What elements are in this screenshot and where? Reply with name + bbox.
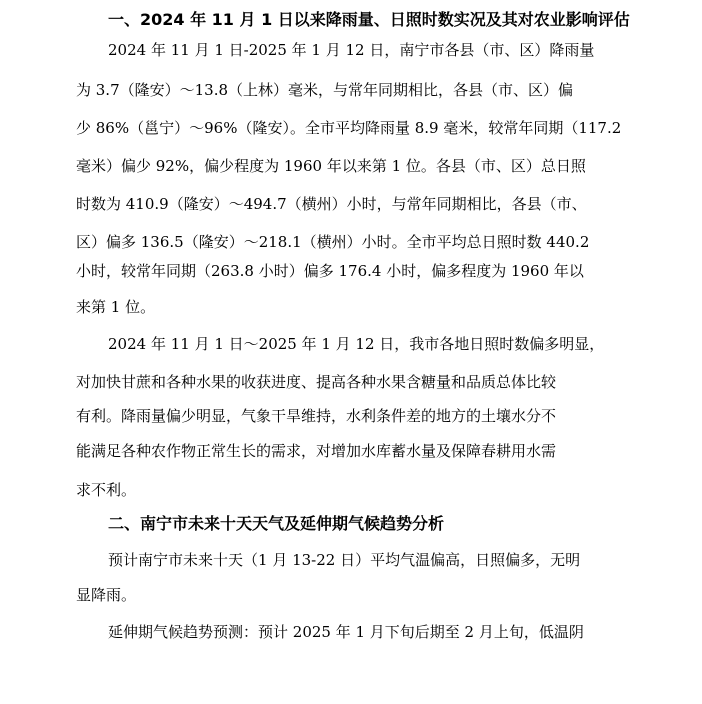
section1-para2-line: 2024 年 11 月 1 日～2025 年 1 月 12 日，我市各地日照时数偏多明显， bbox=[108, 335, 605, 353]
section1-para2-line: 能满足各种农作物正常生长的需求，对增加水库蓄水量及保障春耕用水需 bbox=[76, 442, 557, 460]
section1-para1-line: 时数为 410.9（隆安）～494.7（横州）小时，与常年同期相比，各县（市、 bbox=[76, 195, 587, 213]
section1-para1-line: 少 86%（邕宁）～96%（隆安）。全市平均降雨量 8.9 毫米，较常年同期（117.2 bbox=[76, 119, 622, 137]
section1-para2-line: 对加快甘蔗和各种水果的收获进度、提高各种水果含糖量和品质总体比较 bbox=[76, 373, 557, 391]
section1-para1-line: 毫米）偏少 92%，偏少程度为 1960 年以来第 1 位。各县（市、区）总日照 bbox=[76, 157, 586, 175]
section2-para1-line: 显降雨。 bbox=[76, 586, 137, 604]
section1-para2-line: 求不利。 bbox=[76, 481, 137, 499]
section2-para2-line: 延伸期气候趋势预测：预计 2025 年 1 月下旬后期至 2 月上旬，低温阴 bbox=[108, 623, 584, 641]
section1-para1-line: 区）偏多 136.5（隆安）～218.1（横州）小时。全市平均总日照时数 440.2 bbox=[76, 233, 590, 251]
section1-para1-line: 为 3.7（隆安）～13.8（上林）毫米，与常年同期相比，各县（市、区）偏 bbox=[76, 81, 574, 99]
section1-heading: 一、2024 年 11 月 1 日以来降雨量、日照时数实况及其对农业影响评估 bbox=[108, 10, 630, 29]
section1-para2-line: 有利。降雨量偏少明显，气象干旱维持，水利条件差的地方的土壤水分不 bbox=[76, 407, 557, 425]
section2-heading: 二、南宁市未来十天天气及延伸期气候趋势分析 bbox=[108, 514, 445, 533]
section1-para1-line: 来第 1 位。 bbox=[76, 298, 156, 316]
section1-para1-line: 小时，较常年同期（263.8 小时）偏多 176.4 小时，偏多程度为 1960 年以 bbox=[76, 262, 584, 280]
section2-para1-line: 预计南宁市未来十天（1 月 13-22 日）平均气温偏高，日照偏多，无明 bbox=[108, 551, 581, 569]
section1-para1-line: 2024 年 11 月 1 日-2025 年 1 月 12 日，南宁市各县（市、区）降雨量 bbox=[108, 41, 595, 59]
